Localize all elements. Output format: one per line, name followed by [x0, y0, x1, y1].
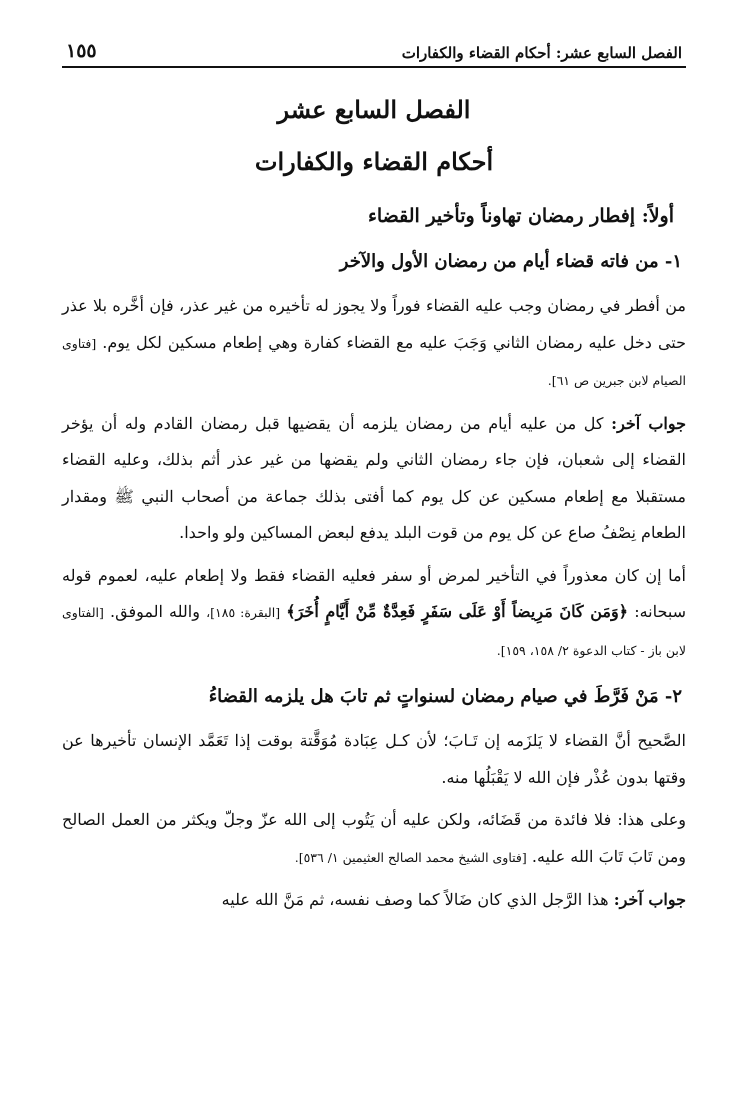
citation: [الفتاوى لابن باز - كتاب الدعوة ٢/ ١٥٨، ١٥٩].: [62, 605, 686, 658]
answer-label: جواب آخر:: [613, 890, 686, 909]
page-number: ١٥٥: [66, 40, 97, 62]
chapter-title: الفصل السابع عشر: [277, 95, 471, 124]
item2-paragraph-1: [62, 723, 686, 796]
section-heading: أولاً: إفطار رمضان تهاوناً وتأخير القضاء: [367, 205, 674, 227]
citation: [فتاوى الصيام لابن جبرين ص ٦١].: [62, 335, 686, 388]
answer-label: جواب آخر:: [611, 413, 687, 433]
paragraph-text: من أفطر في رمضان وجب عليه القضاء فوراً ولا يجوز له تأخيره من غير عذر، فإن أخَّره بلا عذر حتى دخل عليه رمضان الثاني وَجَبَ عليه مع القضاء كفارة وهي إطعام مسكين لكل يوم.: [62, 296, 686, 352]
chapter-subtitle: أحكام القضاء والكفارات: [254, 147, 494, 176]
book-page: [62, 36, 686, 919]
item1-paragraph-1: [62, 288, 686, 400]
item1-paragraph-2: [62, 406, 686, 552]
item1-paragraph-3: [62, 558, 686, 670]
paragraph-tail: والله الموفق.: [110, 602, 200, 621]
running-title: الفصل السابع عشر: أحكام القضاء والكفارات: [401, 44, 682, 62]
running-header: [62, 36, 686, 68]
paragraph-text: كل من عليه أيام من رمضان يلزمه أن يقضيها قبل رمضان القادم وله أن يؤخر القضاء إلى شعبان، فإن جاء رمضان الثاني ولم يقضها من غير عذر أثم بذلك، وعليه القضاء مستقبلا مع إطعام مسكين عن كل يوم كما أفتى بذلك جماعة من أصحاب النبي ﷺ ومقدار الطعام نِصْفُ صاع عن كل يوم من قوت البلد يدفع لبعض المساكين ولو واحدا.: [62, 413, 686, 542]
paragraph-text: هذا الرَّجل الذي كان ضَالاً كما وصف نفسه، ثم مَنَّ الله عليه: [221, 890, 609, 909]
citation: [فتاوى الشيخ محمد الصالح العثيمين ١/ ٥٣٦].: [294, 849, 527, 865]
paragraph-text: أما إن كان معذوراً في التأخير لمرض أو سفر فعليه القضاء فقط ولا إطعام عليه، لعموم قوله سبحانه:: [62, 565, 687, 621]
quran-verse: ﴿وَمَن كَانَ مَرِيضاً أَوْ عَلَى سَفَرٍ فَعِدَّةٌ مِّنْ أَيَّامٍ أُخَرَ﴾: [286, 602, 629, 621]
item2-paragraph-3: [62, 882, 686, 919]
paragraph-text: وعلى هذا: فلا فائدة من قَضَائه، ولكن عليه أن يَتُوب إلى الله عزّ وجلّ ويكثر من العمل الصالح ومن تَابَ تَابَ الله عليه.: [62, 810, 686, 866]
item1-heading: ١- من فاته قضاء أيام من رمضان الأول والآخر: [339, 251, 682, 272]
verse-reference: [البقرة: ١٨٥]،: [206, 605, 281, 620]
item2-paragraph-2: [62, 802, 686, 876]
paragraph-text: الصَّحيح أنَّ القضاء لا يَلزَمه إن تَـابَ؛ لأن كـل عِبَادة مُوَقَّتة بوقت إذا تَعَمَّد الإنسان تأخيرها عن وقتها بدون عُذْر فإن الله لا يَقْبَلُها منه.: [62, 731, 686, 787]
item2-heading: ٢- مَنْ فَرَّطَ في صيام رمضان لسنواتٍ ثم تابَ هل يلزمه القضاءُ: [208, 686, 682, 707]
